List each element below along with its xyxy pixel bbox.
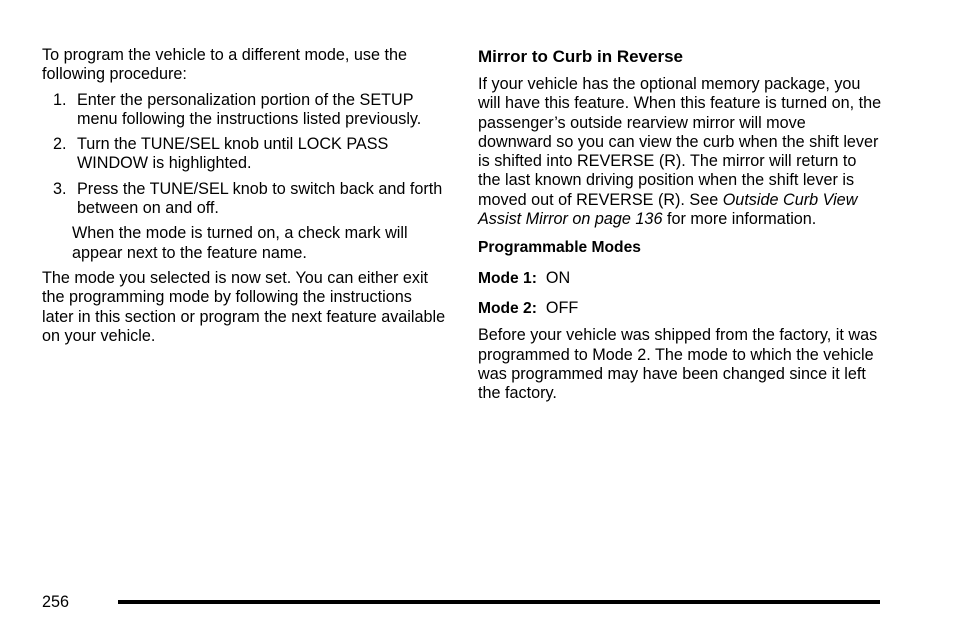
mode-2-label: Mode 2:: [478, 299, 537, 317]
page-reference-link[interactable]: Outside Curb View Assist Mirror on page 136: [478, 190, 858, 229]
footer-rule: [118, 600, 880, 604]
list-item: [42, 91, 446, 130]
mode-1-line: [478, 269, 883, 288]
factory-mode-paragraph: Before your vehicle was shipped from the factory, it was programmed to Mode 2. The mode to which the vehicle was programmed may have been changed since it left the factory.: [478, 326, 878, 403]
description-text-end: for more information.: [662, 210, 817, 229]
feature-description: [478, 75, 883, 229]
intro-paragraph: To program the vehicle to a different mode, use the following procedure:: [42, 46, 408, 84]
step-text: Turn the TUNE/SEL knob until LOCK PASS WINDOW is highlighted.: [77, 135, 389, 173]
step-note: When the mode is turned on, a check mark will appear next to the feature name.: [72, 224, 408, 262]
page-number: 256: [42, 593, 70, 611]
mode-2-line: [478, 299, 883, 318]
description-text: If your vehicle has the optional memory package, you will have this feature. When this feature is turned on, the passenger’s outside rearview mirror will move downward so you can view the curb when the shift lever is shifted into REVERSE (R). The mirror will return to the last known driving position when the shift lever is moved out of REVERSE (R). See: [478, 75, 882, 209]
mode-2-value: OFF: [545, 298, 579, 317]
procedure-list: [42, 91, 446, 219]
list-item: [42, 180, 446, 219]
step-number: 3.: [53, 179, 67, 198]
section-title: Mirror to Curb in Reverse: [478, 47, 683, 66]
programmable-modes-heading: Programmable Modes: [478, 239, 641, 257]
list-item: [42, 135, 446, 174]
step-text: Enter the personalization portion of the SETUP menu following the instructions listed previously.: [77, 90, 422, 128]
step-number: 1.: [53, 90, 67, 109]
closing-paragraph: The mode you selected is now set. You can either exit the programming mode by following the instructions later in this section or program the next feature available on your vehicle.: [42, 268, 446, 345]
mode-1-label: Mode 1:: [478, 269, 537, 287]
left-column: [42, 46, 446, 346]
step-number: 2.: [53, 135, 67, 154]
mode-1-value: ON: [545, 268, 571, 287]
step-text: Press the TUNE/SEL knob to switch back and forth between on and off.: [77, 179, 443, 218]
right-column: [478, 46, 883, 403]
